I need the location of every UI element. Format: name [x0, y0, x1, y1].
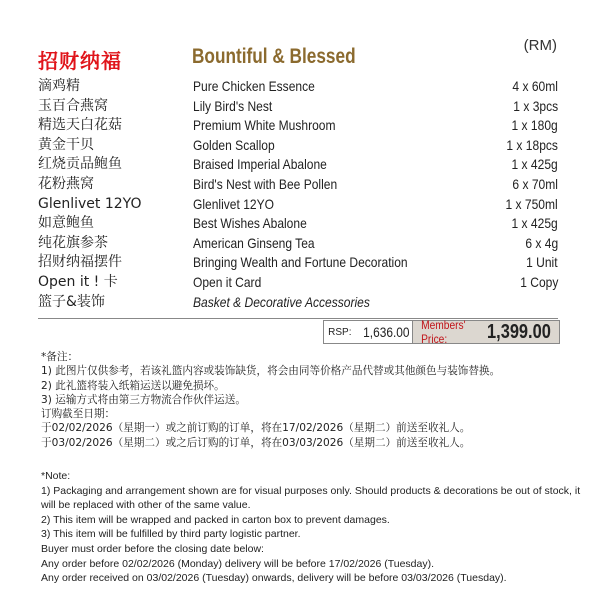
- rsp-value: 1,636.00: [362, 324, 409, 340]
- list-item: [38, 175, 558, 195]
- item-name-zh: 如意鲍鱼: [38, 215, 94, 232]
- note-line: 3) This item will be fulfilled by third party logistic partner.: [41, 528, 301, 541]
- item-name-en: Bringing Wealth and Fortune Decoration: [193, 254, 408, 271]
- notes-chinese: [41, 350, 581, 450]
- list-item: [38, 195, 558, 215]
- title-english: Bountiful & Blessed: [192, 45, 356, 68]
- item-quantity: 1 x 425g: [511, 215, 558, 232]
- item-name-en: Golden Scallop: [193, 136, 275, 153]
- note-line: 1) 此图片仅供参考，若该礼篮内容或装饰缺货，将会由同等价格产品代替或其他颜色与装饰替换。: [41, 365, 501, 378]
- title-chinese: 招财纳福: [38, 49, 122, 73]
- members-price: [413, 318, 559, 346]
- item-list: [38, 77, 558, 312]
- list-item: [38, 136, 558, 156]
- rsp-label: RSP:: [328, 326, 352, 338]
- item-name-en: Premium White Mushroom: [193, 117, 336, 134]
- list-item: [38, 273, 558, 293]
- item-quantity: 1 x 180g: [511, 117, 558, 134]
- members-price-value: 1,399.00: [487, 320, 551, 343]
- item-quantity: 1 x 425g: [511, 156, 558, 173]
- item-name-zh: 滴鸡精: [38, 78, 80, 94]
- item-name-en: Open it Card: [193, 273, 262, 290]
- note-line: 于03/02/2026（星期二）或之后订购的订单，将在03/03/2026（星期二）前送至收礼人。: [41, 436, 471, 449]
- item-name-en: Basket & Decorative Accessories: [193, 293, 370, 310]
- item-quantity: 6 x 4g: [525, 234, 558, 251]
- list-item: [38, 253, 558, 273]
- item-name-zh: 黄金干贝: [38, 136, 94, 153]
- list-item: [38, 97, 558, 117]
- item-name-zh: 篮子&装饰: [38, 293, 105, 310]
- members-price-label: Members' Price:: [421, 318, 466, 346]
- note-line: will be replaced with other of the same value.: [41, 499, 251, 512]
- item-quantity: 6 x 70ml: [512, 175, 558, 192]
- list-item: [38, 155, 558, 175]
- list-item: [38, 234, 558, 254]
- note-line: 2) 此礼篮将装入纸箱运送以避免损坏。: [41, 379, 225, 392]
- item-quantity: 4 x 60ml: [512, 78, 558, 94]
- item-quantity: 1 Unit: [526, 254, 558, 271]
- note-line: Any order received on 03/02/2026 (Tuesday) onwards, delivery will be before 03/03/2026 (Tuesday).: [41, 572, 507, 585]
- note-line: *备注：: [41, 351, 79, 363]
- item-name-en: Pure Chicken Essence: [193, 78, 315, 94]
- item-name-zh: 招财纳福摆件: [38, 254, 122, 271]
- item-name-zh: 红烧贡品鲍鱼: [38, 156, 122, 173]
- note-line: 3) 运输方式将由第三方物流合作伙伴运送。: [41, 393, 246, 406]
- note-line: 于02/02/2026（星期一）或之前订购的订单，将在17/02/2026（星期二）前送至收礼人。: [41, 422, 471, 435]
- note-line: Buyer must order before the closing date below:: [41, 542, 264, 555]
- note-line: 1) Packaging and arrangement shown are for visual purposes only. Should products & decorations be out of stock, it: [41, 484, 581, 497]
- item-name-en: Glenlivet 12YO: [193, 195, 274, 212]
- note-line: 订购截至日期：: [41, 408, 116, 421]
- item-quantity: 1 Copy: [519, 273, 558, 290]
- item-name-en: American Ginseng Tea: [193, 234, 315, 251]
- note-line: Any order before 02/02/2026 (Monday) delivery will be before 17/02/2026 (Tuesday).: [41, 557, 435, 570]
- item-name-en: Braised Imperial Abalone: [193, 156, 327, 173]
- item-name-en: Bird's Nest with Bee Pollen: [193, 175, 338, 192]
- item-name-zh: Open it ! 卡: [38, 273, 118, 290]
- item-quantity: 1 x 3pcs: [513, 97, 558, 114]
- note-line: 2) This item will be wrapped and packed in carton box to prevent damages.: [41, 513, 390, 526]
- list-item: [38, 116, 558, 136]
- item-name-zh: 玉百合燕窝: [38, 97, 108, 114]
- item-quantity: 1 x 18pcs: [506, 136, 558, 153]
- list-item: [38, 77, 558, 97]
- item-name-en: Best Wishes Abalone: [193, 215, 307, 232]
- note-line: *Note:: [41, 470, 71, 482]
- item-name-zh: 花粉燕窝: [38, 175, 94, 192]
- item-name-zh: 精选天白花菇: [38, 117, 122, 134]
- item-quantity: 1 x 750ml: [505, 195, 558, 212]
- list-item: [38, 214, 558, 234]
- notes-english: [41, 469, 586, 586]
- item-name-zh: Glenlivet 12YO: [38, 195, 142, 212]
- divider: [38, 318, 558, 319]
- item-name-en: Lily Bird's Nest: [193, 97, 273, 114]
- rsp-price: [324, 321, 413, 343]
- item-name-zh: 纯花旗参茶: [38, 234, 108, 251]
- list-item: [38, 293, 558, 313]
- currency-label: (RM): [523, 37, 557, 54]
- price-box: [323, 320, 560, 344]
